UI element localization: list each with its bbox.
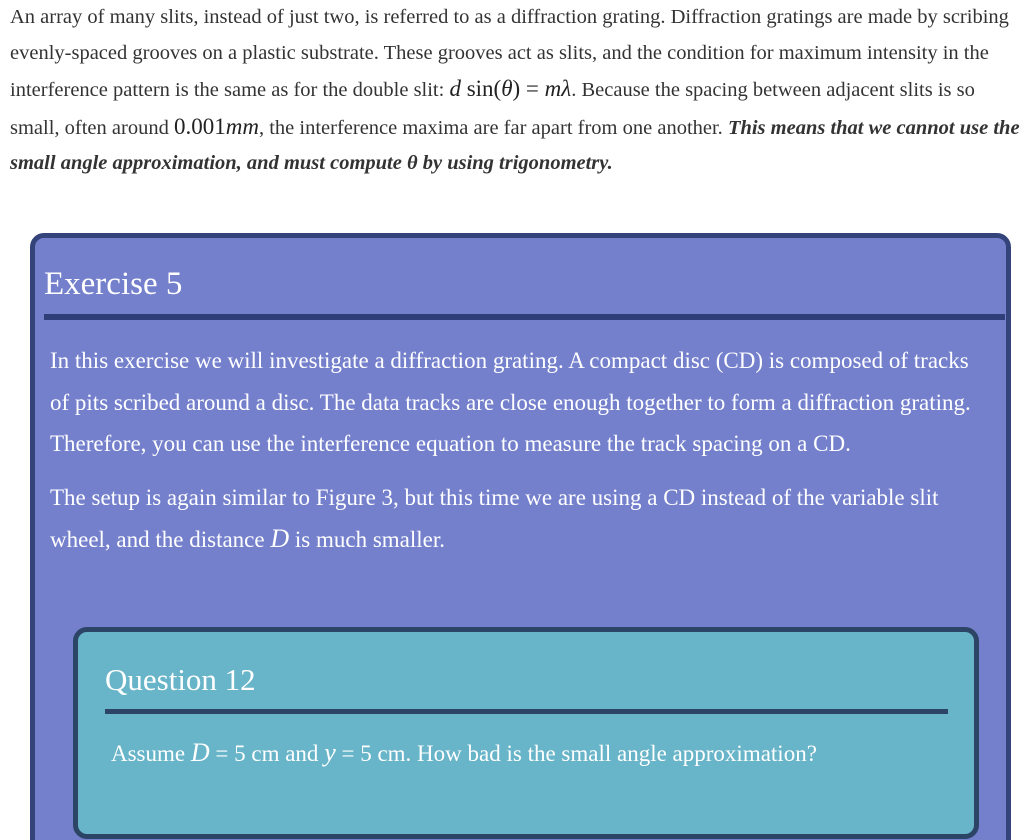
intro-emphasis: This means that we cannot use the small angle approximation, and must compute θ by using trigonometry. (10, 116, 1020, 174)
distance-variable: D (270, 524, 290, 553)
exercise-box (30, 233, 1011, 840)
slit-spacing-value: 0.001mm (173, 113, 259, 139)
exercise-divider (44, 314, 1005, 320)
exercise-paragraph-1: In this exercise we will investigate a diffraction grating. A compact disc (CD) is composed of tracks of pits scribed around a disc. The data tracks are close enough together to form a diffraction grating. Therefore, you can use the interference equation to measure the track spacing on a CD. (50, 348, 971, 456)
question-text-start: Assume (111, 741, 191, 766)
exercise-body (50, 340, 990, 573)
question-box (73, 627, 979, 839)
question-title: Question 12 (105, 662, 256, 697)
exercise-title: Exercise 5 (44, 266, 183, 302)
question-var-y: y (324, 738, 336, 767)
exercise-paragraph-2-start: The setup is again similar to Figure 3, but this time we are using a CD instead of the variable slit wheel, and the distance (50, 484, 939, 552)
diffraction-equation: d sin(θ) = mλ (449, 76, 572, 101)
question-divider (105, 709, 948, 714)
exercise-paragraph-2 (50, 477, 990, 561)
question-text-end: = 5 cm. How bad is the small angle approximation? (335, 741, 817, 766)
question-text-mid: = 5 cm and (209, 741, 325, 766)
intro-section (10, 0, 1020, 182)
intro-paragraph (10, 0, 1020, 182)
exercise-paragraph-2-end: is much smaller. (289, 527, 445, 552)
question-body (111, 732, 911, 775)
intro-text-1: An array of many slits, instead of just two, is referred to as a diffraction grating. Diffraction gratings are made by scribing evenly-spaced grooves on a plastic substrate. These grooves act as slits, and the condition for maximum intensity in the interference pattern is the same as for the double slit: (10, 6, 1009, 101)
intro-text-2: . Because the spacing between adjacent slits is so small, often around (10, 79, 975, 139)
question-var-d: D (190, 738, 210, 767)
intro-text-3: , the interference maxima are far apart from one another. (258, 116, 728, 139)
